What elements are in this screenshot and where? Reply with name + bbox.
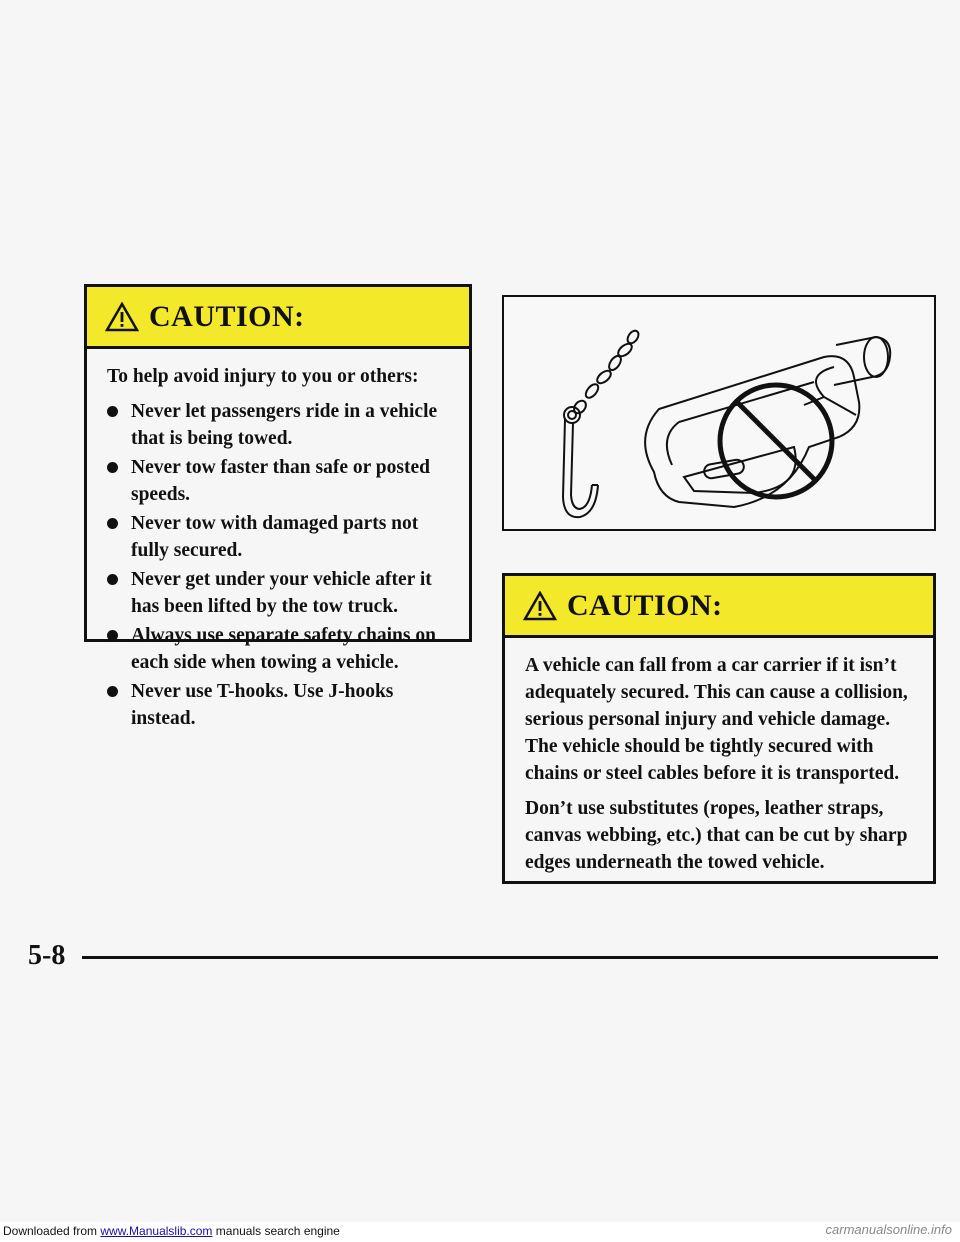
- warning-triangle-icon: [523, 591, 557, 621]
- caution-title: CAUTION:: [149, 299, 305, 333]
- list-item: Never tow faster than safe or posted speeds.: [107, 454, 451, 508]
- caution-header: [87, 287, 469, 349]
- caution-box-car-carrier: [502, 573, 936, 884]
- bullet-icon: [107, 462, 118, 473]
- manualslib-link[interactable]: www.Manualslib.com: [100, 1224, 213, 1238]
- caution-paragraph: A vehicle can fall from a car carrier if it isn’t adequately secured. This can cause a collision, serious personal injury and vehicle damage. The vehicle should be tightly secured with chains or steel cables before it is transported.: [525, 655, 908, 784]
- watermark: carmanualsonline.info: [825, 1222, 952, 1237]
- footer-rule: [82, 956, 938, 959]
- bullet-icon: [107, 406, 118, 417]
- j-hook-t-hook-illustration: [504, 297, 934, 529]
- page-number: 5-8: [28, 940, 66, 971]
- caution-header: [505, 576, 933, 638]
- hook-illustration: [502, 295, 936, 531]
- list-item: Never use T-hooks. Use J-hooks instead.: [107, 678, 451, 732]
- list-item: Never tow with damaged parts not fully secured.: [107, 510, 451, 564]
- list-item: Never let passengers ride in a vehicle that is being towed.: [107, 398, 451, 452]
- download-footer: Downloaded from www.Manualslib.com manuals search engine: [3, 1224, 340, 1238]
- caution-paragraph: Don’t use substitutes (ropes, leather straps, canvas webbing, etc.) that can be cut by sharp edges underneath the towed vehicle.: [525, 798, 908, 873]
- caution-intro: To help avoid injury to you or others:: [107, 366, 419, 387]
- bullet-icon: [107, 630, 118, 641]
- caution-title: CAUTION:: [567, 588, 723, 622]
- bullet-icon: [107, 518, 118, 529]
- caution-list: [107, 398, 451, 732]
- bullet-icon: [107, 574, 118, 585]
- caution-body: [87, 349, 469, 744]
- caution-body: [505, 638, 933, 894]
- prohibited-icon: [720, 385, 832, 497]
- bullet-icon: [107, 686, 118, 697]
- caution-box-towing: [84, 284, 472, 729]
- list-item: Never get under your vehicle after it has been lifted by the tow truck.: [107, 566, 451, 620]
- list-item: Always use separate safety chains on each side when towing a vehicle.: [107, 622, 451, 676]
- warning-triangle-icon: [105, 302, 139, 332]
